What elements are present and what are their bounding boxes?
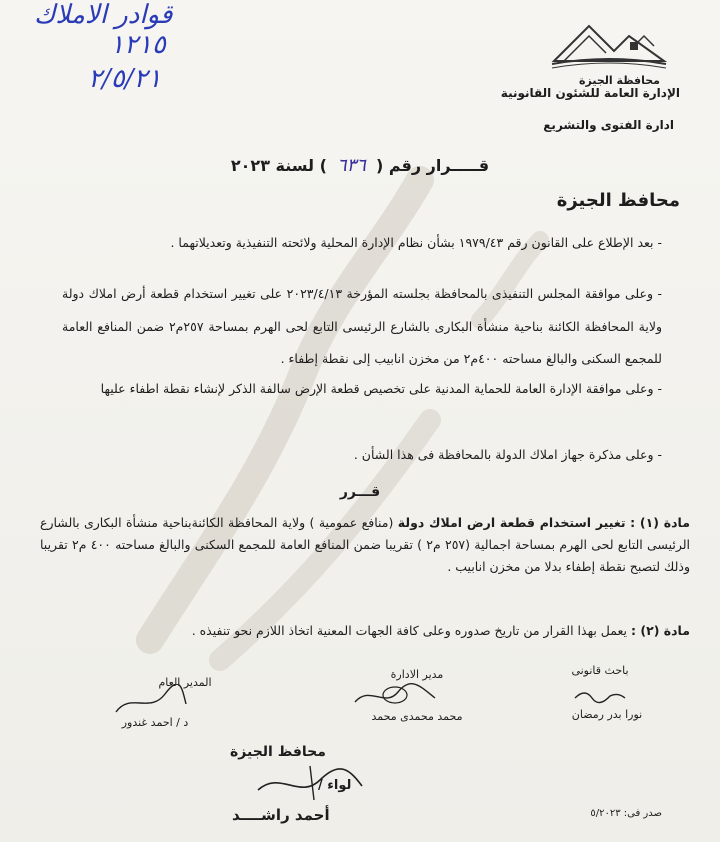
preamble-paragraph: - وعلى مذكرة جهاز املاك الدولة بالمحافظة فى هذا الشأن . xyxy=(353,447,662,462)
governor-signature-icon xyxy=(250,760,370,804)
department-line-2: ادارة الفتوى والتشريع xyxy=(543,118,674,132)
article-label: مادة (٢) : xyxy=(630,623,690,638)
governor-rank: لواء / xyxy=(318,778,352,793)
article-2 xyxy=(40,620,690,642)
signature-scribble-icon xyxy=(110,684,190,718)
logo-label: محافظة الجيزة xyxy=(579,74,660,87)
signature-name-general-manager: د / احمد غندور xyxy=(121,716,189,729)
signature-title-department-manager: مدير الادارة xyxy=(390,668,444,681)
decision-label: قـــــرار رقم ( xyxy=(375,156,490,175)
signature-scribble-icon xyxy=(350,680,440,710)
decree-heading: قـــرر xyxy=(339,484,381,500)
article-text: يعمل بهذا القرار من تاريخ صدوره وعلى كافة الجهات المعنية اتخاذ اللازم نحو تنفيذه . xyxy=(191,623,627,638)
decision-suffix: ) لسنة ٢٠٢٣ xyxy=(230,156,327,175)
signature-name-legal-researcher: نورا بدر رمضان xyxy=(571,708,643,721)
governor-title: محافظ الجيزة xyxy=(230,744,326,760)
department-line-1: الإدارة العامة للشئون القانونية xyxy=(500,86,680,100)
decision-title xyxy=(0,155,720,176)
governor-heading: محافظ الجيزة xyxy=(556,190,680,211)
signature-name-department-manager: محمد محمدى محمد xyxy=(371,710,463,723)
article-1 xyxy=(40,512,690,578)
handwritten-note-2: ١٢١٥ xyxy=(110,30,166,60)
giza-logo-icon xyxy=(544,6,674,76)
handwritten-note-3: ٢/٥/٢١ xyxy=(88,64,162,94)
signature-title-legal-researcher: باحث قانونى xyxy=(571,664,629,677)
preamble-paragraph: - وعلى موافقة الإدارة العامة للحماية المدنية على تخصيص قطعة الإرض سالفة الذكر لإنشاء نقطة اطفاء عليها xyxy=(100,381,662,396)
decision-number: ٦٣٦ xyxy=(336,155,366,176)
issued-date: صدر فى: ٥/٢٠٢٣ xyxy=(590,808,662,819)
signature-scribble-icon xyxy=(570,684,630,706)
article-bold-text: تغيير استخدام قطعة ارض املاك دولة xyxy=(397,515,626,530)
signature-title-general-manager: المدير العام xyxy=(158,676,212,689)
article-label: مادة (١) : xyxy=(630,515,690,530)
preamble-paragraph: - وعلى موافقة المجلس التنفيذى بالمحافظة بجلسته المؤرخة ٢٠٢٣/٤/١٣ على تغيير استخدام قطعة أرض املاك دولة ولاية المحافظة الكائنة بناحية منشأة البكارى بالشارع الرئيسى التابع لحى الهرم بمساحة ٢٥٧م٢ ضمن المنافع العامة للمجمع السكنى والبالغ مساحته ٤٠٠م٢ من مخزن انابيب إلى نقطة إطفاء . xyxy=(62,286,663,366)
handwritten-note-1: قوادر الاملاك xyxy=(34,0,173,30)
preamble-paragraph: - بعد الإطلاع على القانون رقم ١٩٧٩/٤٣ بشأن نظام الإدارة المحلية ولائحته التنفيذية وتعديلاتهما . xyxy=(170,235,662,250)
article-text: (منافع عمومية ) ولاية المحافظة الكائنةبناحية منشأة البكارى بالشارع الرئيسى التابع لحى الهرم بمساحة اجمالية (٢٥٧ م٢ ) تقريبا ضمن المنافع العامة للمجمع السكنى والبالغ مساحته ٤٠٠ م٢ تقريبا وذلك لتصبح نقطة إطفاء بدلا من مخزن انابيب . xyxy=(40,515,691,574)
governor-name: أحمد راشــــد xyxy=(232,806,330,824)
